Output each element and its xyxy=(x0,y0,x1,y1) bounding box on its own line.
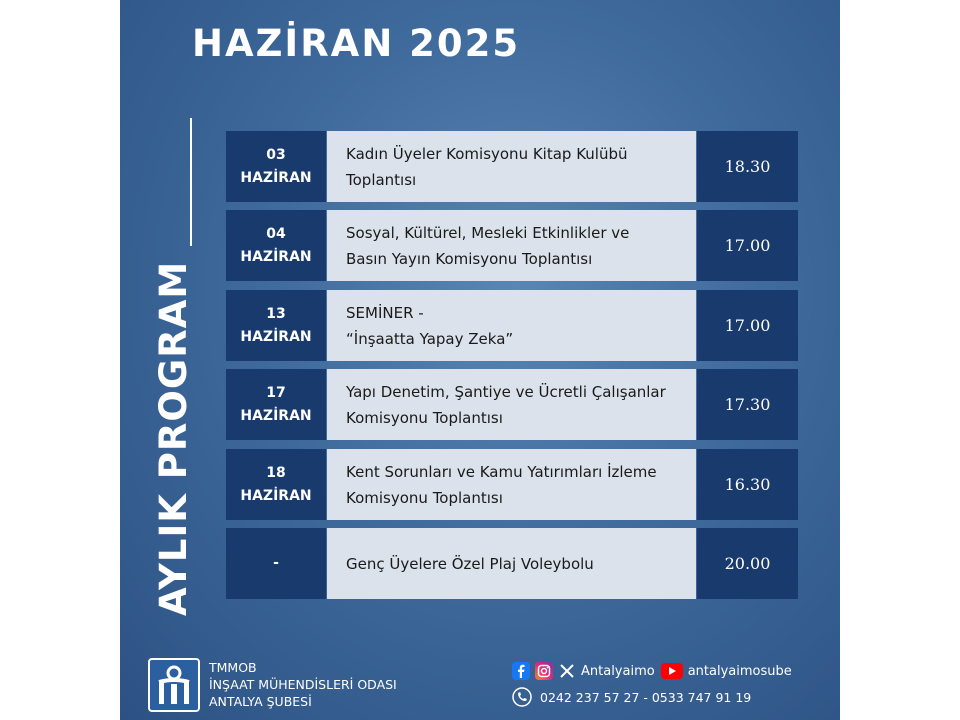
event-day: 18 xyxy=(266,464,286,481)
event-title-line2: Komisyonu Toplantısı xyxy=(346,408,503,427)
event-title-line1: SEMİNER - xyxy=(346,303,424,322)
event-time: 17.30 xyxy=(697,369,798,440)
phone-numbers[interactable]: 0242 237 57 27 - 0533 747 91 19 xyxy=(540,689,752,705)
side-divider xyxy=(190,118,192,246)
event-month: HAZİRAN xyxy=(240,407,312,424)
event-row xyxy=(226,369,798,440)
event-time: 18.30 xyxy=(697,131,798,202)
event-title xyxy=(327,369,696,440)
event-title-line2: “İnşaatta Yapay Zeka” xyxy=(346,329,514,348)
event-date xyxy=(226,449,326,520)
event-title-line1: Sosyal, Kültürel, Mesleki Etkinlikler ve xyxy=(346,223,630,242)
event-time: 16.30 xyxy=(697,449,798,520)
instagram-icon[interactable] xyxy=(535,662,553,680)
event-month: HAZİRAN xyxy=(240,487,312,504)
facebook-icon[interactable] xyxy=(512,662,530,680)
side-label: AYLIK PROGRAM xyxy=(152,260,195,616)
event-row xyxy=(226,131,798,202)
event-month: HAZİRAN xyxy=(240,169,312,186)
event-date xyxy=(226,131,326,202)
organization-name xyxy=(209,659,397,710)
program-poster xyxy=(120,0,840,720)
event-month: HAZİRAN xyxy=(240,328,312,345)
event-month: HAZİRAN xyxy=(240,248,312,265)
event-row xyxy=(226,528,798,599)
event-title xyxy=(327,449,696,520)
event-title-line2: Komisyonu Toplantısı xyxy=(346,488,503,507)
event-title xyxy=(327,210,696,281)
event-title-line1: Kadın Üyeler Komisyonu Kitap Kulübü xyxy=(346,144,628,163)
org-line: TMMOB xyxy=(209,660,257,675)
event-row xyxy=(226,449,798,520)
event-date xyxy=(226,369,326,440)
event-day: - xyxy=(273,555,279,571)
event-title-line2: Toplantısı xyxy=(346,170,417,189)
event-date xyxy=(226,528,326,599)
event-row xyxy=(226,210,798,281)
event-title xyxy=(327,131,696,202)
event-time: 17.00 xyxy=(697,290,798,361)
event-day: 04 xyxy=(266,225,286,242)
event-title xyxy=(327,290,696,361)
youtube-icon[interactable] xyxy=(661,663,683,679)
event-title-line1: Kent Sorunları ve Kamu Yatırımları İzleme xyxy=(346,462,657,481)
event-title-line2: Basın Yayın Komisyonu Toplantısı xyxy=(346,249,593,268)
youtube-handle[interactable]: antalyaimosube xyxy=(687,663,792,679)
phone-contact xyxy=(512,687,751,707)
event-date xyxy=(226,210,326,281)
event-day: 13 xyxy=(266,305,286,322)
event-day: 03 xyxy=(266,146,286,163)
org-line: İNŞAAT MÜHENDİSLERİ ODASI xyxy=(209,677,397,692)
event-day: 17 xyxy=(266,384,286,401)
event-title xyxy=(327,528,696,599)
org-line: ANTALYA ŞUBESİ xyxy=(209,694,312,709)
event-time: 17.00 xyxy=(697,210,798,281)
imo-logo-icon xyxy=(150,660,198,710)
social-links xyxy=(512,660,798,682)
event-row xyxy=(226,290,798,361)
phone-icon xyxy=(512,687,532,707)
event-time: 20.00 xyxy=(697,528,798,599)
social-handle[interactable]: Antalyaimo xyxy=(581,663,655,679)
event-date xyxy=(226,290,326,361)
event-title-line1: Genç Üyelere Özel Plaj Voleybolu xyxy=(346,554,594,573)
x-twitter-icon[interactable] xyxy=(558,662,576,680)
poster-title: HAZİRAN 2025 xyxy=(192,22,521,65)
event-title-line1: Yapı Denetim, Şantiye ve Ücretli Çalışanlar xyxy=(346,382,666,401)
imo-logo xyxy=(148,658,200,712)
